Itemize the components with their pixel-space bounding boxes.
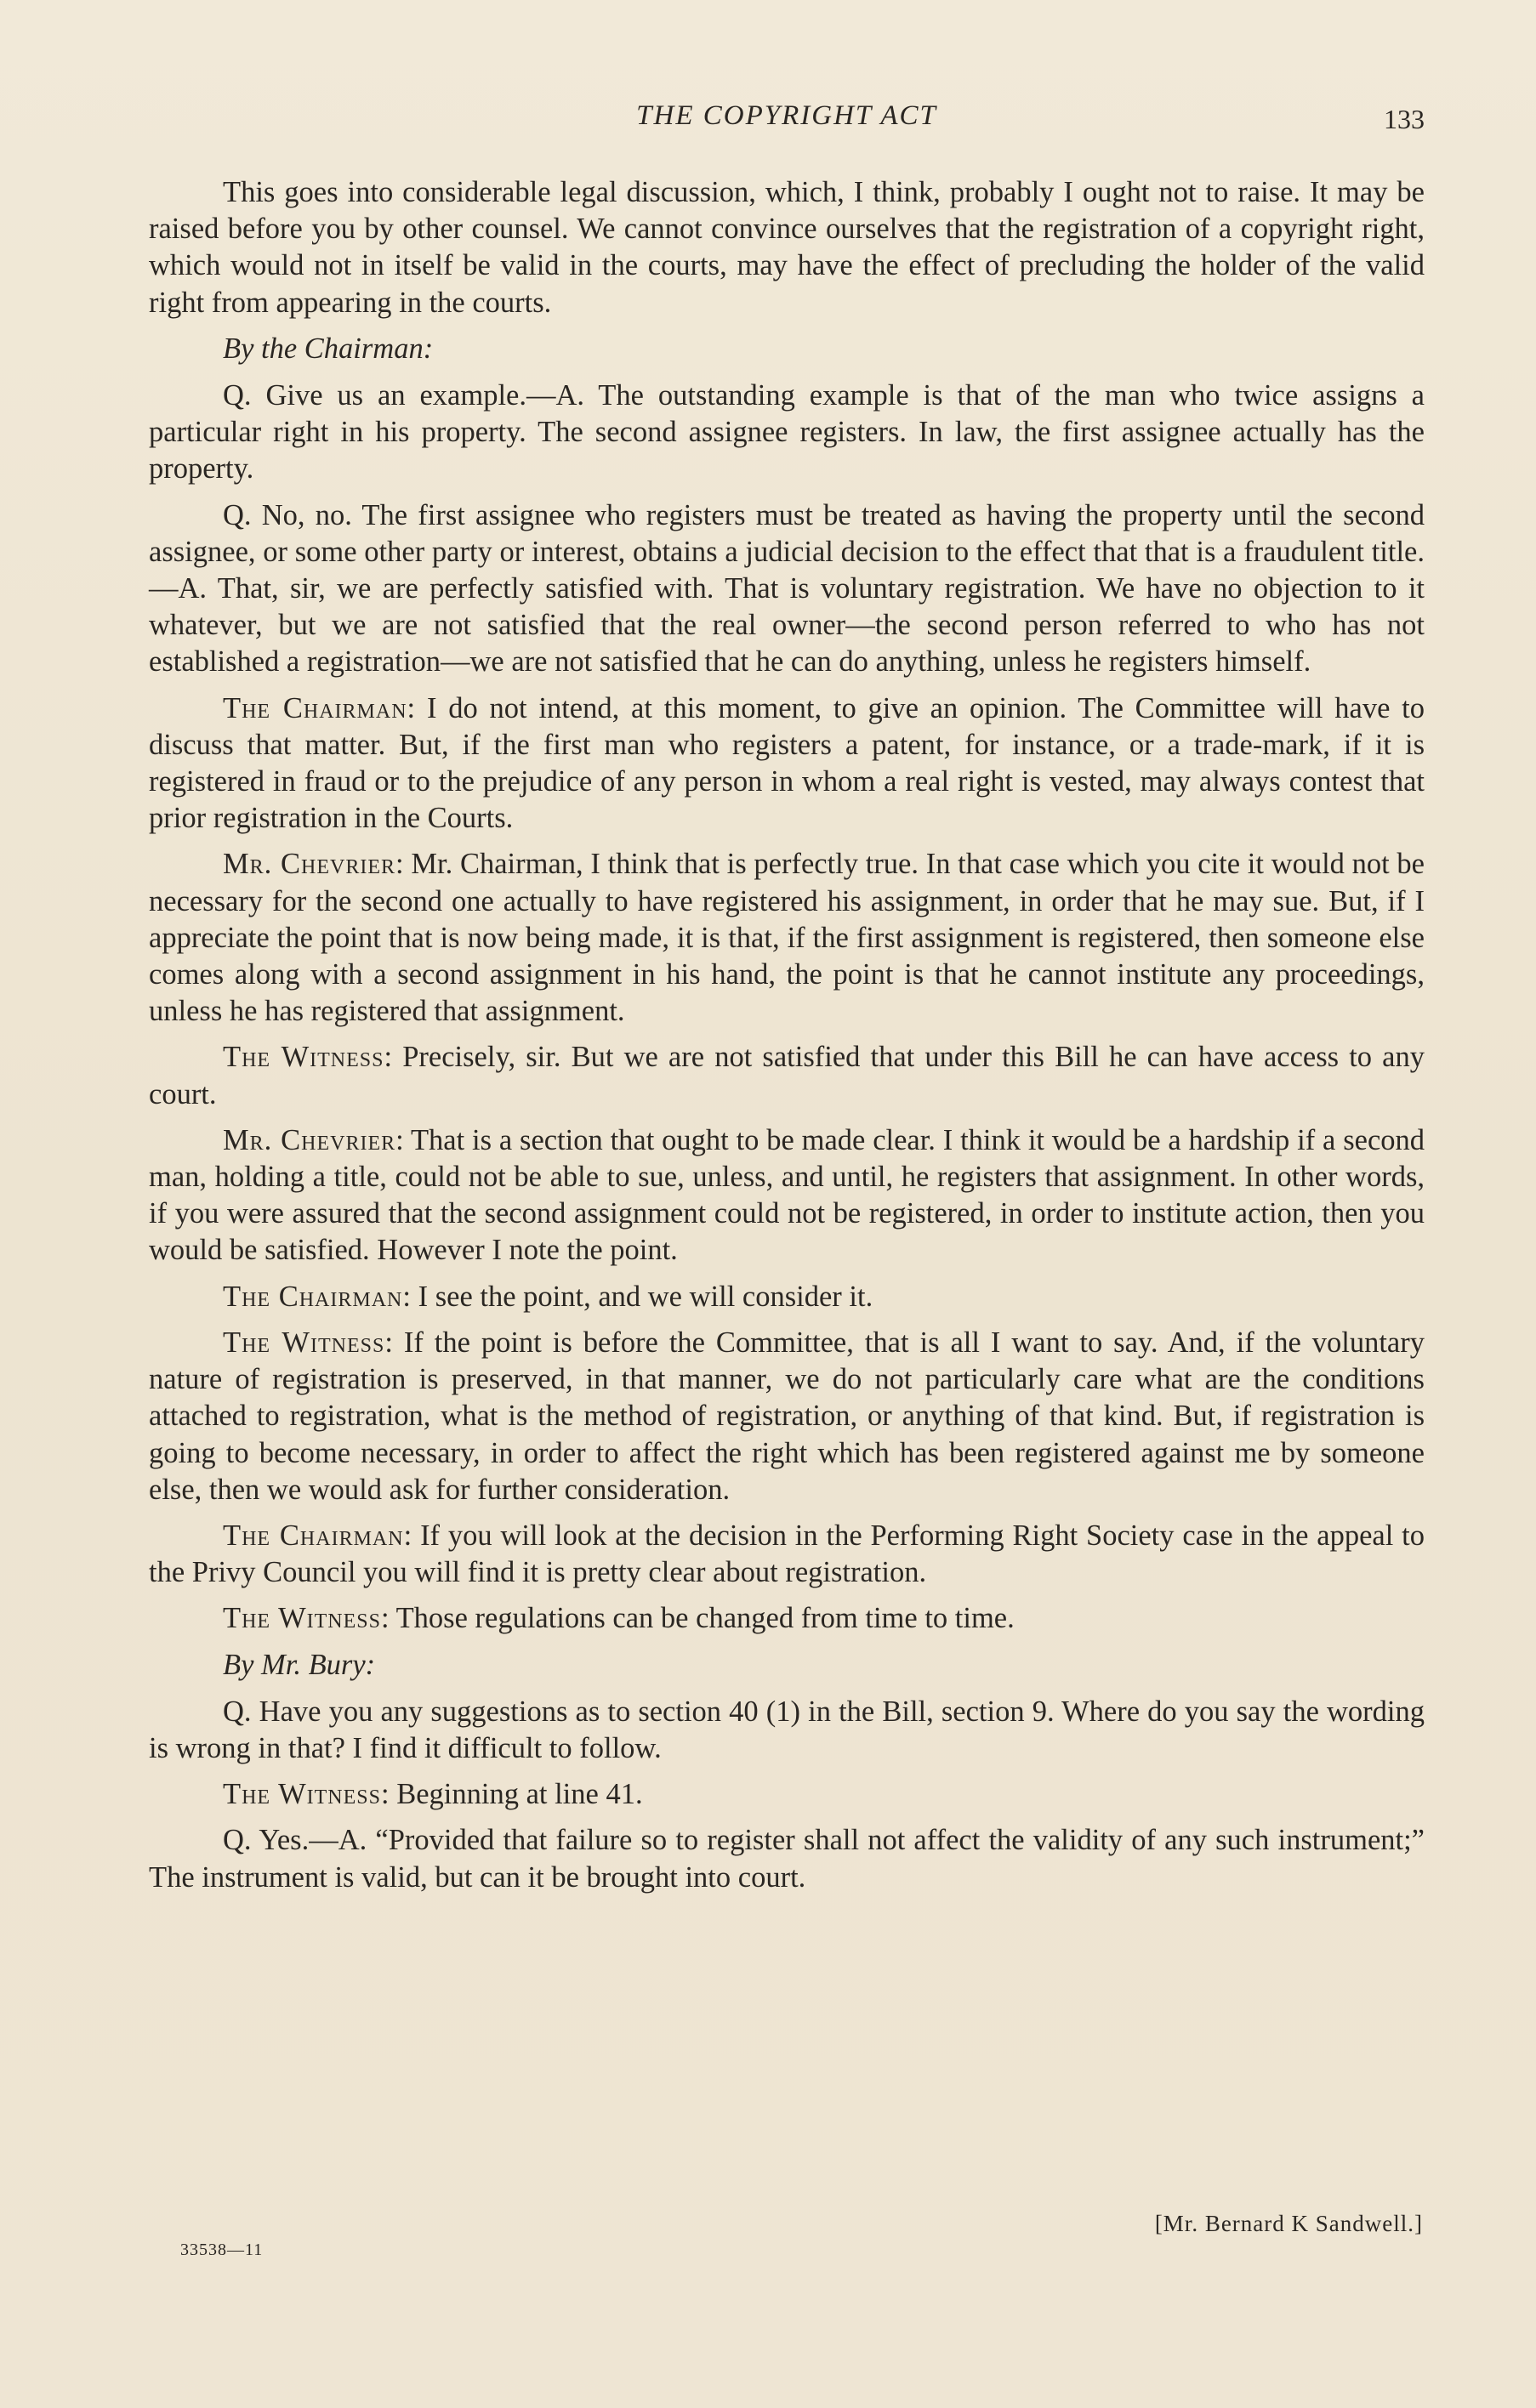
speech-paragraph bbox=[149, 846, 1425, 1030]
speech-paragraph bbox=[149, 1776, 1425, 1813]
body-paragraph: This goes into considerable legal discussion, which, I think, probably I ought not to raise. It may be raised before you by other counsel. We cannot convince ourselves that the registration of a copyright right, which would not in itself be valid in the courts, may have the effect of precluding the holder of the valid right from appearing in the courts. bbox=[149, 176, 1425, 319]
speaker-colon: : bbox=[402, 1280, 418, 1313]
speech-paragraph bbox=[149, 1325, 1425, 1508]
speech-text: Those regulations can be changed from time to time. bbox=[395, 1602, 1015, 1635]
body-paragraph: Q. Have you any suggestions as to section 40 (1) in the Bill, section 9. Where do you say the wording is wrong in that? I find it difficult to follow. bbox=[149, 1695, 1425, 1764]
speech-text: Mr. Chairman, I think that is perfectly true. In that case which you cite it would not be necessary for the second one actually to have registered his assignment, in order that he may sue. But, if I appreciate the point that is now being made, it is that, if the first assignment is registered, then someone else comes along with a second assignment in his hand, the point is that he cannot institute any proceedings, unless he has registered that assignment. bbox=[149, 848, 1425, 1028]
page-header bbox=[149, 100, 1425, 143]
speaker-colon: : bbox=[384, 1041, 403, 1074]
speech-text: That is a section that ought to be made clear. I think it would be a hardship if a second man, holding a title, could not be able to sue, unless, and until, he registers that assignment. In other words, if you were assured that the second assignment could not be registered, in order to institute action, then you would be satisfied. However I note the point. bbox=[149, 1123, 1425, 1267]
speaker-name: Mr. Chevrier bbox=[223, 848, 396, 881]
speaker-colon: : bbox=[380, 1778, 397, 1811]
speaker-colon: : bbox=[407, 691, 427, 724]
speaker-name: The Chairman bbox=[223, 1519, 404, 1552]
speech-text: If the point is before the Committee, that is all I want to say. And, if the voluntary nature of registration is preserved, in that manner, we do not particularly care what are the conditions attached to registration, what is the method of registration, or anything of that kind. But, if registration is going to become necessary, in order to affect the right which has been registered against me by someone else, then we would ask for further consideration. bbox=[149, 1326, 1425, 1506]
speech-text: I see the point, and we will consider it. bbox=[418, 1280, 873, 1313]
speech-paragraph bbox=[149, 1600, 1425, 1637]
examination-heading: By the Chairman: bbox=[223, 332, 434, 365]
page-number: 133 bbox=[1384, 104, 1425, 134]
body-paragraph: Q. Give us an example.—A. The outstanding example is that of the man who twice assigns a particular right in his property. The second assignee registers. In law, the first assignee actually has the property. bbox=[149, 379, 1425, 486]
running-title: THE COPYRIGHT ACT bbox=[636, 100, 937, 131]
examination-heading: By Mr. Bury: bbox=[223, 1648, 376, 1681]
speaker-colon: : bbox=[380, 1602, 396, 1635]
speaker-colon: : bbox=[384, 1326, 404, 1359]
speaker-colon: : bbox=[395, 848, 412, 881]
speaker-name: The Chairman bbox=[223, 1280, 403, 1313]
speech-text: If you will look at the decision in the Performing Right Society case in the appeal to the Privy Council you will find it is pretty clear about registration. bbox=[149, 1519, 1425, 1589]
body-paragraph: Q. No, no. The first assignee who registers must be treated as having the property until the second assignee, or some other party or interest, obtains a judicial decision to the effect that that is a fraudulent title.—A. That, sir, we are perfectly satisfied with. That is voluntary registration. We have no objection to it whatever, but we are not satisfied that the real owner—the second person referred to who has not established a registration—we are not satisfied that he can do anything, unless he registers himself. bbox=[149, 498, 1425, 679]
speaker-name: The Witness bbox=[223, 1778, 381, 1811]
speech-paragraph bbox=[149, 1122, 1425, 1269]
body-paragraph: Q. Yes.—A. “Provided that failure so to register shall not affect the validity of any such instrument;” The instrument is valid, but can it be brought into court. bbox=[149, 1824, 1425, 1894]
page-body bbox=[149, 174, 1425, 1905]
witness-attribution: [Mr. Bernard K Sandwell.] bbox=[1154, 2211, 1423, 2236]
speaker-name: The Witness bbox=[223, 1602, 381, 1635]
speech-paragraph bbox=[149, 1518, 1425, 1591]
speaker-name: Mr. Chevrier bbox=[223, 1123, 396, 1156]
speaker-name: The Chairman bbox=[223, 691, 407, 724]
speech-paragraph bbox=[149, 1039, 1425, 1112]
print-code: 33538—11 bbox=[180, 2240, 264, 2259]
speech-paragraph bbox=[149, 690, 1425, 838]
speaker-colon: : bbox=[395, 1123, 411, 1156]
speech-text: I do not intend, at this moment, to give an opinion. The Committee will have to discuss that matter. But, if the first man who registers a patent, for instance, or a trade-mark, if it is registered in fraud or to the prejudice of any person in whom a real right is vested, may always contest that prior registration in the Courts. bbox=[149, 691, 1425, 835]
speech-paragraph bbox=[149, 1279, 1425, 1315]
speech-text: Beginning at line 41. bbox=[396, 1778, 643, 1811]
speaker-name: The Witness bbox=[223, 1326, 385, 1359]
speaker-name: The Witness bbox=[223, 1041, 384, 1074]
speech-text: Precisely, sir. But we are not satisfied that under this Bill he can have access to any court. bbox=[149, 1041, 1425, 1110]
speaker-colon: : bbox=[403, 1519, 421, 1552]
